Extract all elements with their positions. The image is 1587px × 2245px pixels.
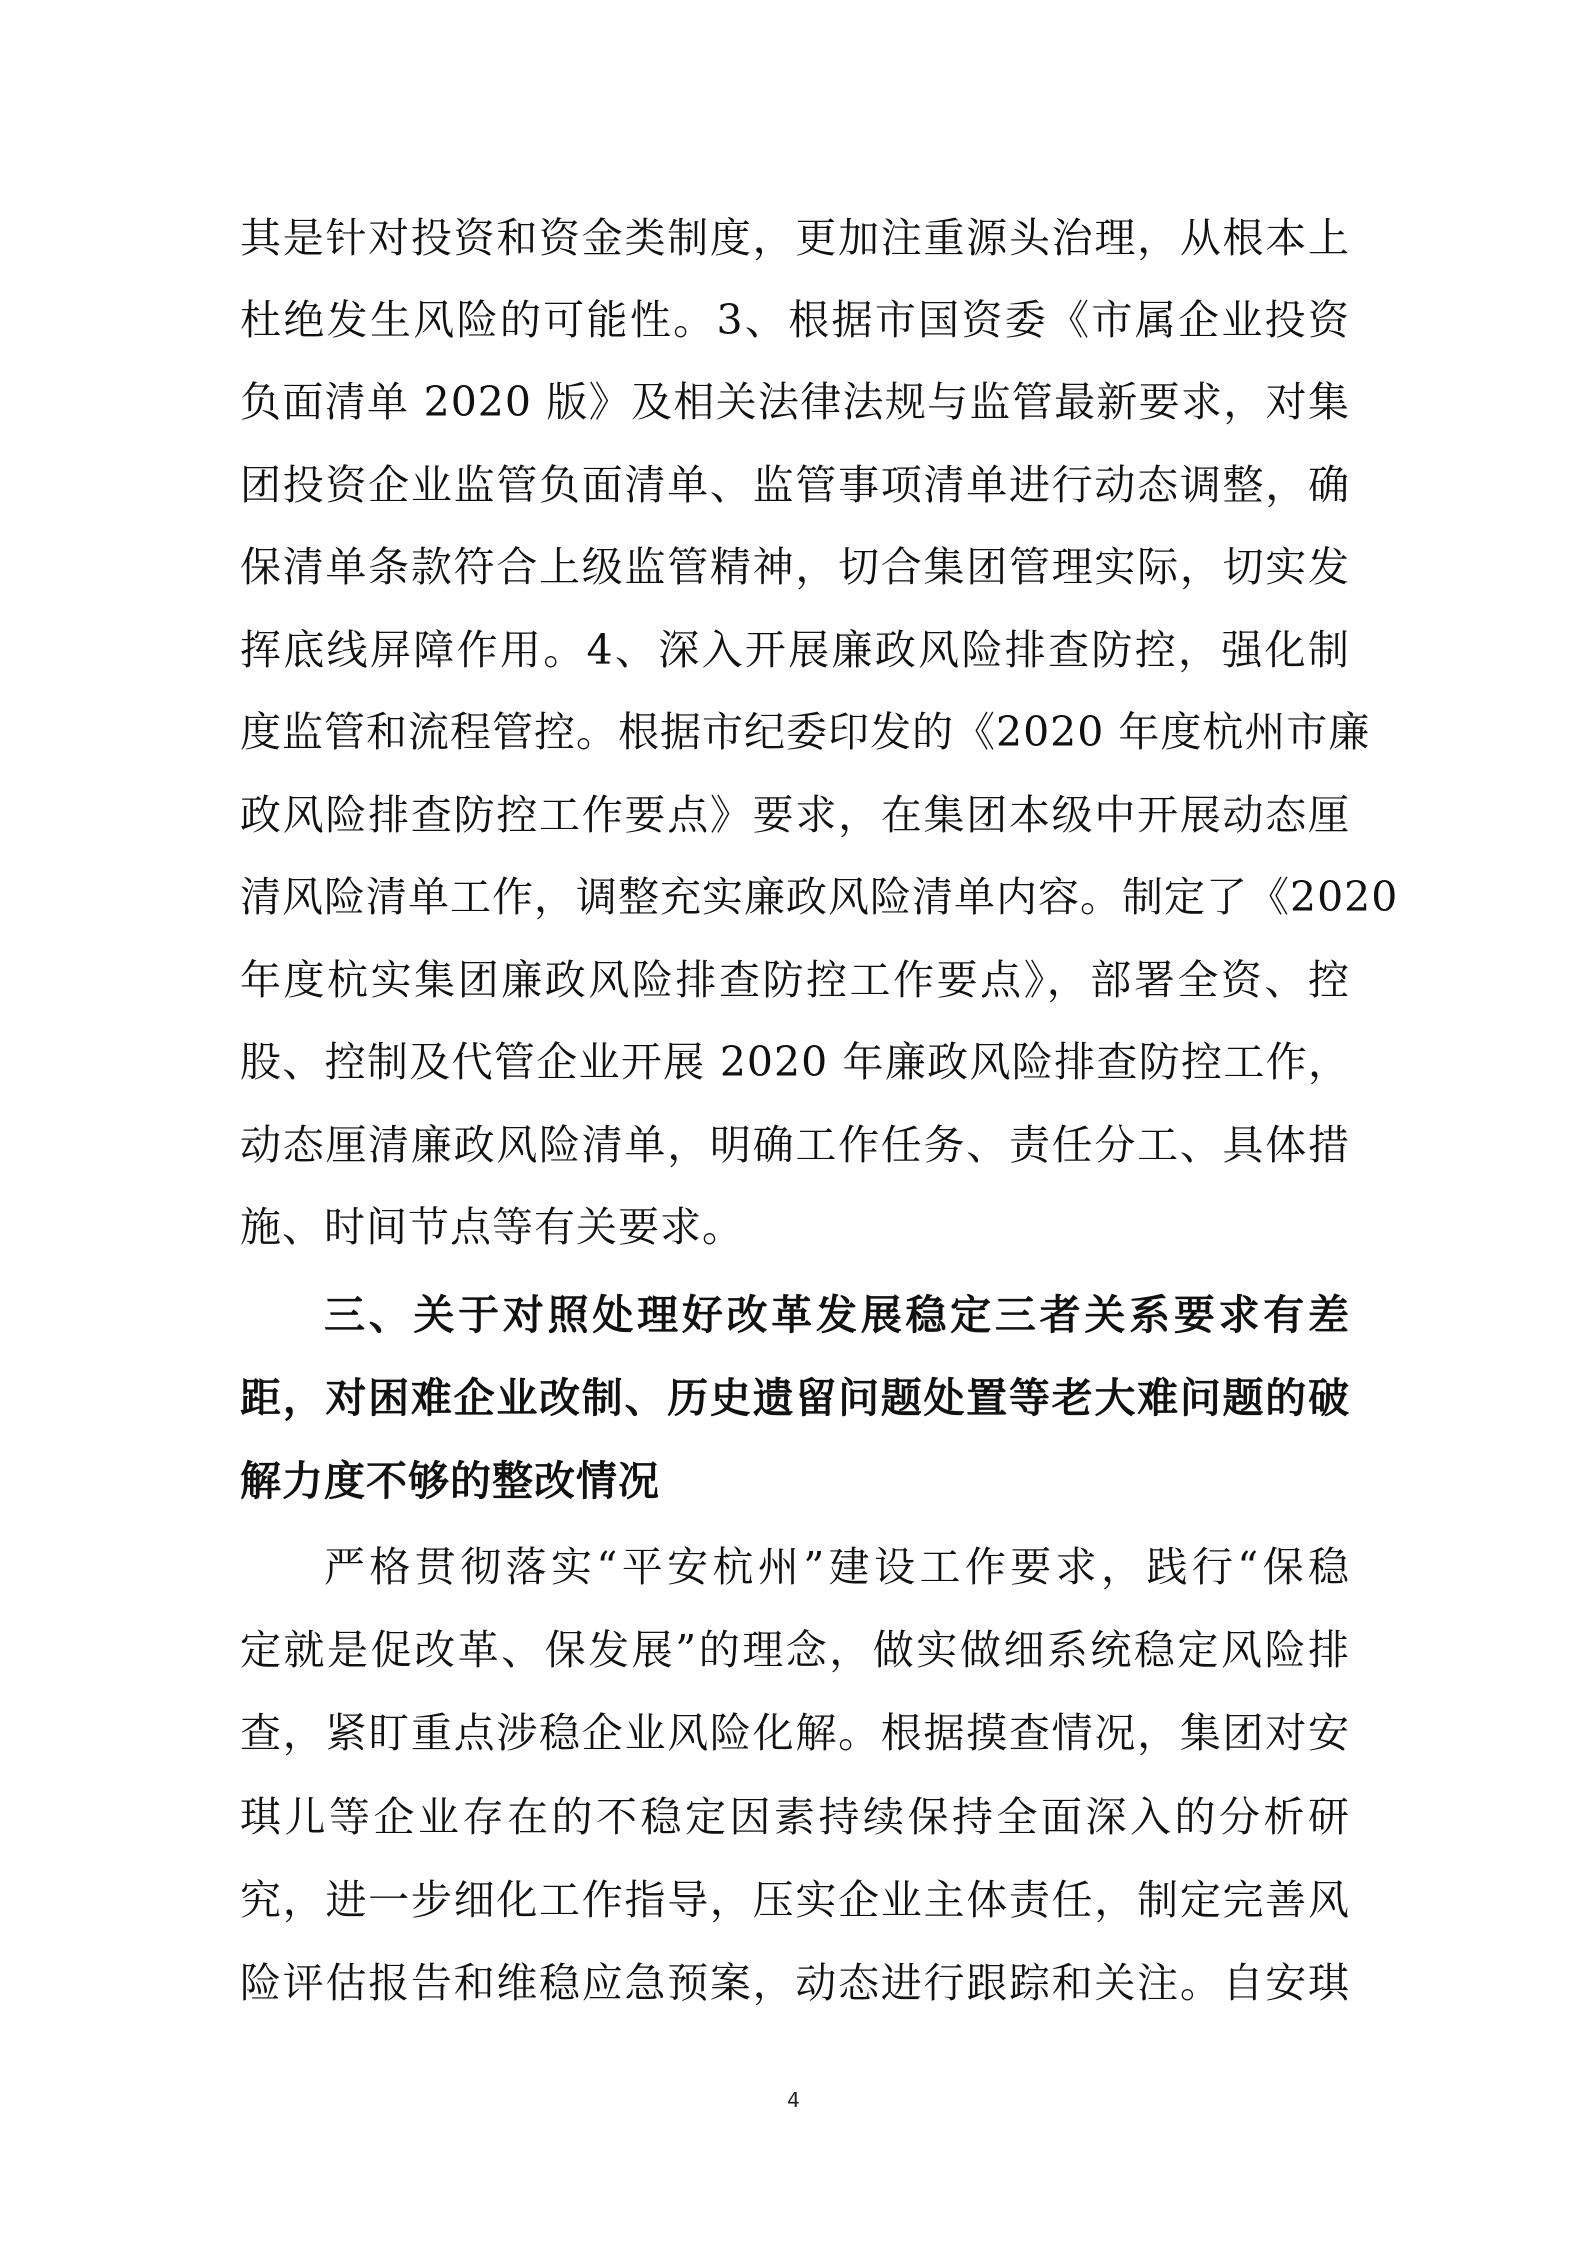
body-line: 年度杭实集团廉政风险排查防控工作要点》，部署全资、控	[240, 956, 1350, 1004]
body-line: 股、控制及代管企业开展 2020 年廉政风险排查防控工作，	[240, 1038, 1350, 1086]
body-line: 杜绝发生风险的可能性。3、根据市国资委《市属企业投资	[240, 296, 1350, 344]
body-line: 负面清单 2020 版》及相关法律法规与监管最新要求，对集	[240, 378, 1350, 426]
body-line: 保清单条款符合上级监管精神，切合集团管理实际，切实发	[240, 543, 1350, 591]
body-line: 定就是促改革、保发展”的理念，做实做细系统稳定风险排	[240, 1626, 1350, 1674]
section-heading-line: 三、关于对照处理好改革发展稳定三者关系要求有差	[324, 1291, 1350, 1339]
body-line: 其是针对投资和资金类制度，更加注重源头治理，从根本上	[240, 214, 1350, 262]
section-heading-line: 解力度不够的整改情况	[240, 1457, 660, 1505]
body-line: 度监管和流程管控。根据市纪委印发的《2020 年度杭州市廉	[240, 708, 1371, 756]
body-line: 动态厘清廉政风险清单，明确工作任务、责任分工、具体措	[240, 1121, 1350, 1169]
body-line: 施、时间节点等有关要求。	[240, 1203, 744, 1251]
body-line: 严格贯彻落实“平安杭州”建设工作要求，践行“保稳	[324, 1543, 1350, 1591]
body-line: 险评估报告和维稳应急预案，动态进行跟踪和关注。自安琪	[240, 1959, 1350, 2007]
body-line: 究，进一步细化工作指导，压实企业主体责任，制定完善风	[240, 1876, 1350, 1924]
body-line: 政风险排查防控工作要点》要求，在集团本级中开展动态厘	[240, 791, 1350, 839]
body-line: 挥底线屏障作用。4、深入开展廉政风险排查防控，强化制	[240, 626, 1350, 674]
body-line: 琪儿等企业存在的不稳定因素持续保持全面深入的分析研	[240, 1793, 1350, 1841]
body-line: 查，紧盯重点涉稳企业风险化解。根据摸查情况，集团对安	[240, 1709, 1350, 1757]
body-line: 清风险清单工作，调整充实廉政风险清单内容。制定了《2020	[240, 873, 1399, 921]
page-number: 4	[787, 2088, 800, 2112]
body-line: 团投资企业监管负面清单、监管事项清单进行动态调整，确	[240, 461, 1350, 509]
section-heading-line: 距，对困难企业改制、历史遗留问题处置等老大难问题的破	[240, 1374, 1350, 1422]
